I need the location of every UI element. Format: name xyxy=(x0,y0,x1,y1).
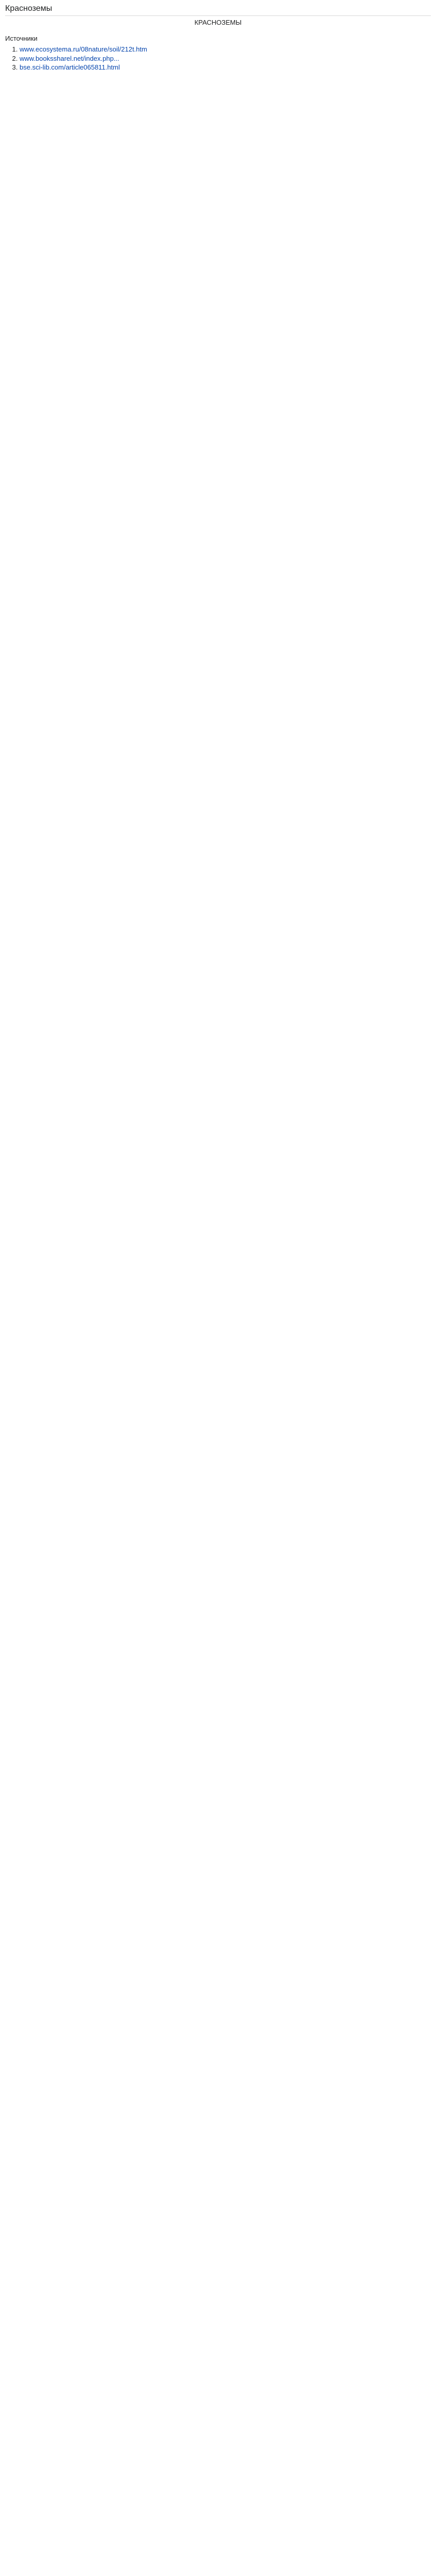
sources-title: Источники xyxy=(5,35,38,43)
article-page xyxy=(0,0,436,77)
page-title: Красноземы xyxy=(5,3,431,16)
source-item xyxy=(20,45,431,54)
source-item xyxy=(20,54,431,63)
document-heading: КРАСНОЗЕМЫ xyxy=(194,19,242,27)
source-item xyxy=(20,63,431,72)
source-link[interactable]: www.ecosystema.ru/08nature/soil/212t.htm xyxy=(20,45,147,54)
sources-list xyxy=(5,45,431,71)
source-link[interactable]: bse.sci-lib.com/article065811.html xyxy=(20,63,120,71)
source-link[interactable]: www.bookssharel.net/index.php... xyxy=(20,54,119,62)
